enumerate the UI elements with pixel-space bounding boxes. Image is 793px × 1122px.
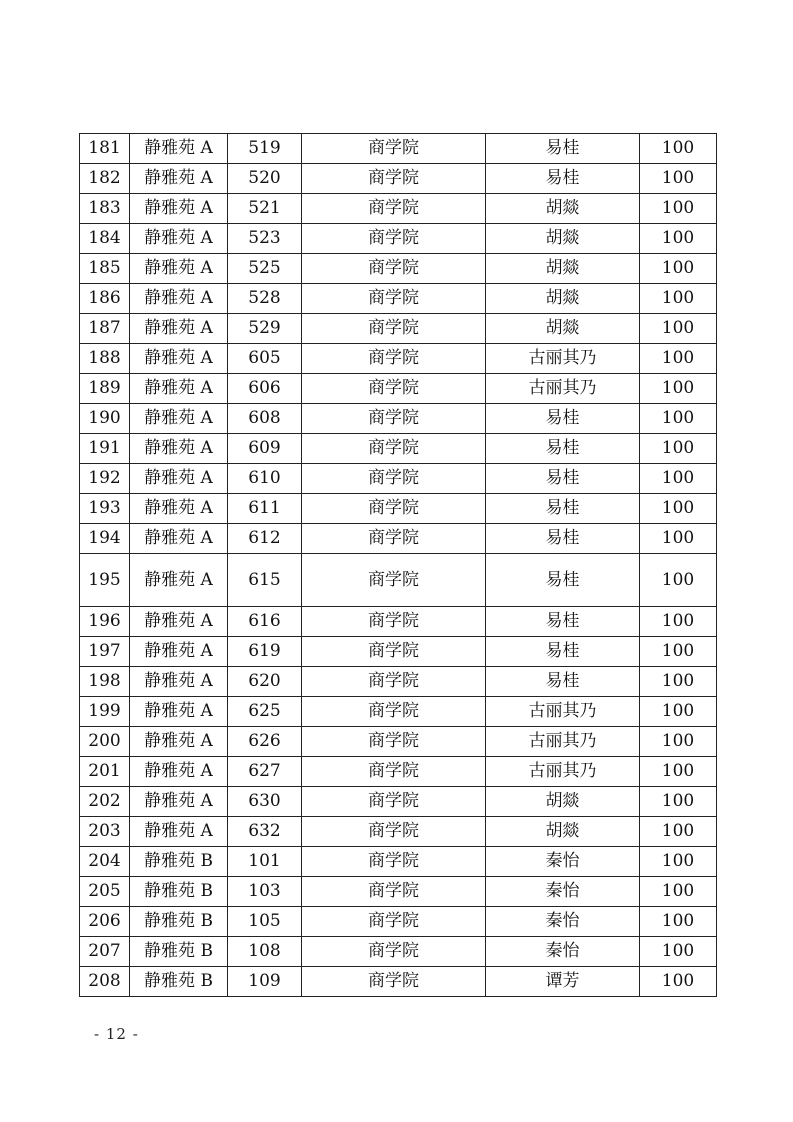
score-cell: 100 xyxy=(640,464,717,494)
building-cell: 静雅苑 A xyxy=(130,224,228,254)
college-cell: 商学院 xyxy=(302,344,486,374)
table-row xyxy=(80,817,717,847)
row-number-cell: 181 xyxy=(80,134,130,164)
college-cell: 商学院 xyxy=(302,524,486,554)
teacher-cell: 易桂 xyxy=(486,494,640,524)
building-cell: 静雅苑 A xyxy=(130,194,228,224)
college-cell: 商学院 xyxy=(302,607,486,637)
teacher-cell: 谭芳 xyxy=(486,967,640,997)
college-cell: 商学院 xyxy=(302,134,486,164)
row-number-cell: 206 xyxy=(80,907,130,937)
building-cell: 静雅苑 B xyxy=(130,907,228,937)
teacher-cell: 易桂 xyxy=(486,607,640,637)
score-cell: 100 xyxy=(640,224,717,254)
college-cell: 商学院 xyxy=(302,817,486,847)
building-cell: 静雅苑 A xyxy=(130,727,228,757)
college-cell: 商学院 xyxy=(302,194,486,224)
row-number-cell: 182 xyxy=(80,164,130,194)
teacher-cell: 易桂 xyxy=(486,404,640,434)
row-number-cell: 200 xyxy=(80,727,130,757)
score-cell: 100 xyxy=(640,877,717,907)
row-number-cell: 190 xyxy=(80,404,130,434)
college-cell: 商学院 xyxy=(302,464,486,494)
college-cell: 商学院 xyxy=(302,554,486,607)
row-number-cell: 199 xyxy=(80,697,130,727)
teacher-cell: 胡燚 xyxy=(486,254,640,284)
room-cell: 630 xyxy=(228,787,302,817)
building-cell: 静雅苑 A xyxy=(130,524,228,554)
teacher-cell: 胡燚 xyxy=(486,817,640,847)
building-cell: 静雅苑 A xyxy=(130,667,228,697)
row-number-cell: 183 xyxy=(80,194,130,224)
building-cell: 静雅苑 A xyxy=(130,434,228,464)
teacher-cell: 胡燚 xyxy=(486,314,640,344)
score-cell: 100 xyxy=(640,554,717,607)
row-number-cell: 194 xyxy=(80,524,130,554)
teacher-cell: 胡燚 xyxy=(486,224,640,254)
teacher-cell: 秦怡 xyxy=(486,907,640,937)
building-cell: 静雅苑 A xyxy=(130,637,228,667)
teacher-cell: 易桂 xyxy=(486,134,640,164)
row-number-cell: 201 xyxy=(80,757,130,787)
college-cell: 商学院 xyxy=(302,847,486,877)
table-row xyxy=(80,134,717,164)
teacher-cell: 秦怡 xyxy=(486,847,640,877)
building-cell: 静雅苑 A xyxy=(130,134,228,164)
teacher-cell: 易桂 xyxy=(486,164,640,194)
teacher-cell: 古丽其乃 xyxy=(486,727,640,757)
room-cell: 108 xyxy=(228,937,302,967)
score-cell: 100 xyxy=(640,134,717,164)
row-number-cell: 191 xyxy=(80,434,130,464)
row-number-cell: 195 xyxy=(80,554,130,607)
college-cell: 商学院 xyxy=(302,164,486,194)
row-number-cell: 196 xyxy=(80,607,130,637)
building-cell: 静雅苑 A xyxy=(130,164,228,194)
row-number-cell: 184 xyxy=(80,224,130,254)
score-cell: 100 xyxy=(640,817,717,847)
building-cell: 静雅苑 A xyxy=(130,464,228,494)
score-cell: 100 xyxy=(640,434,717,464)
table-row xyxy=(80,194,717,224)
score-cell: 100 xyxy=(640,697,717,727)
room-cell: 612 xyxy=(228,524,302,554)
table-row xyxy=(80,314,717,344)
score-cell: 100 xyxy=(640,374,717,404)
table-row xyxy=(80,404,717,434)
teacher-cell: 古丽其乃 xyxy=(486,344,640,374)
row-number-cell: 208 xyxy=(80,967,130,997)
teacher-cell: 易桂 xyxy=(486,464,640,494)
score-cell: 100 xyxy=(640,494,717,524)
room-cell: 609 xyxy=(228,434,302,464)
college-cell: 商学院 xyxy=(302,254,486,284)
teacher-cell: 秦怡 xyxy=(486,877,640,907)
college-cell: 商学院 xyxy=(302,434,486,464)
college-cell: 商学院 xyxy=(302,907,486,937)
row-number-cell: 186 xyxy=(80,284,130,314)
row-number-cell: 202 xyxy=(80,787,130,817)
building-cell: 静雅苑 A xyxy=(130,697,228,727)
building-cell: 静雅苑 A xyxy=(130,254,228,284)
room-cell: 519 xyxy=(228,134,302,164)
teacher-cell: 易桂 xyxy=(486,667,640,697)
table-row xyxy=(80,787,717,817)
score-cell: 100 xyxy=(640,164,717,194)
building-cell: 静雅苑 A xyxy=(130,344,228,374)
room-cell: 627 xyxy=(228,757,302,787)
score-cell: 100 xyxy=(640,727,717,757)
room-cell: 619 xyxy=(228,637,302,667)
room-cell: 606 xyxy=(228,374,302,404)
teacher-cell: 胡燚 xyxy=(486,284,640,314)
score-cell: 100 xyxy=(640,524,717,554)
score-cell: 100 xyxy=(640,344,717,374)
room-cell: 525 xyxy=(228,254,302,284)
table-row xyxy=(80,607,717,637)
room-cell: 101 xyxy=(228,847,302,877)
college-cell: 商学院 xyxy=(302,877,486,907)
row-number-cell: 203 xyxy=(80,817,130,847)
row-number-cell: 204 xyxy=(80,847,130,877)
building-cell: 静雅苑 A xyxy=(130,817,228,847)
room-cell: 626 xyxy=(228,727,302,757)
building-cell: 静雅苑 A xyxy=(130,494,228,524)
building-cell: 静雅苑 A xyxy=(130,607,228,637)
building-cell: 静雅苑 A xyxy=(130,787,228,817)
score-cell: 100 xyxy=(640,847,717,877)
table-row xyxy=(80,434,717,464)
room-cell: 620 xyxy=(228,667,302,697)
room-cell: 109 xyxy=(228,967,302,997)
college-cell: 商学院 xyxy=(302,667,486,697)
row-number-cell: 189 xyxy=(80,374,130,404)
teacher-cell: 易桂 xyxy=(486,524,640,554)
table-row xyxy=(80,464,717,494)
score-cell: 100 xyxy=(640,314,717,344)
building-cell: 静雅苑 B xyxy=(130,877,228,907)
table-row xyxy=(80,254,717,284)
room-cell: 632 xyxy=(228,817,302,847)
table-row xyxy=(80,877,717,907)
table-row xyxy=(80,847,717,877)
college-cell: 商学院 xyxy=(302,314,486,344)
teacher-cell: 胡燚 xyxy=(486,194,640,224)
row-number-cell: 193 xyxy=(80,494,130,524)
teacher-cell: 古丽其乃 xyxy=(486,697,640,727)
room-cell: 610 xyxy=(228,464,302,494)
room-cell: 103 xyxy=(228,877,302,907)
row-number-cell: 207 xyxy=(80,937,130,967)
room-cell: 608 xyxy=(228,404,302,434)
table-row xyxy=(80,937,717,967)
college-cell: 商学院 xyxy=(302,697,486,727)
score-cell: 100 xyxy=(640,667,717,697)
dormitory-score-table xyxy=(79,133,717,997)
row-number-cell: 205 xyxy=(80,877,130,907)
building-cell: 静雅苑 A xyxy=(130,284,228,314)
building-cell: 静雅苑 A xyxy=(130,554,228,607)
score-cell: 100 xyxy=(640,404,717,434)
building-cell: 静雅苑 A xyxy=(130,404,228,434)
score-cell: 100 xyxy=(640,194,717,224)
table-row xyxy=(80,667,717,697)
table-row xyxy=(80,344,717,374)
row-number-cell: 185 xyxy=(80,254,130,284)
building-cell: 静雅苑 A xyxy=(130,757,228,787)
table-row xyxy=(80,554,717,607)
table-row xyxy=(80,524,717,554)
room-cell: 625 xyxy=(228,697,302,727)
table-row xyxy=(80,164,717,194)
table-row xyxy=(80,967,717,997)
college-cell: 商学院 xyxy=(302,374,486,404)
score-cell: 100 xyxy=(640,757,717,787)
table-row xyxy=(80,907,717,937)
teacher-cell: 古丽其乃 xyxy=(486,374,640,404)
college-cell: 商学院 xyxy=(302,937,486,967)
table-row xyxy=(80,284,717,314)
college-cell: 商学院 xyxy=(302,757,486,787)
row-number-cell: 188 xyxy=(80,344,130,374)
score-cell: 100 xyxy=(640,637,717,667)
building-cell: 静雅苑 B xyxy=(130,967,228,997)
college-cell: 商学院 xyxy=(302,284,486,314)
college-cell: 商学院 xyxy=(302,494,486,524)
row-number-cell: 198 xyxy=(80,667,130,697)
row-number-cell: 187 xyxy=(80,314,130,344)
room-cell: 611 xyxy=(228,494,302,524)
college-cell: 商学院 xyxy=(302,727,486,757)
teacher-cell: 古丽其乃 xyxy=(486,757,640,787)
college-cell: 商学院 xyxy=(302,787,486,817)
college-cell: 商学院 xyxy=(302,637,486,667)
table-row xyxy=(80,224,717,254)
college-cell: 商学院 xyxy=(302,967,486,997)
row-number-cell: 192 xyxy=(80,464,130,494)
building-cell: 静雅苑 B xyxy=(130,847,228,877)
room-cell: 523 xyxy=(228,224,302,254)
teacher-cell: 易桂 xyxy=(486,554,640,607)
college-cell: 商学院 xyxy=(302,404,486,434)
table-row xyxy=(80,637,717,667)
room-cell: 520 xyxy=(228,164,302,194)
teacher-cell: 秦怡 xyxy=(486,937,640,967)
score-cell: 100 xyxy=(640,607,717,637)
building-cell: 静雅苑 A xyxy=(130,374,228,404)
room-cell: 605 xyxy=(228,344,302,374)
building-cell: 静雅苑 A xyxy=(130,314,228,344)
row-number-cell: 197 xyxy=(80,637,130,667)
table-row xyxy=(80,757,717,787)
page-number: - 12 - xyxy=(94,1025,139,1043)
table-row xyxy=(80,727,717,757)
teacher-cell: 胡燚 xyxy=(486,787,640,817)
room-cell: 615 xyxy=(228,554,302,607)
table-row xyxy=(80,374,717,404)
table-row xyxy=(80,697,717,727)
room-cell: 521 xyxy=(228,194,302,224)
building-cell: 静雅苑 B xyxy=(130,937,228,967)
score-cell: 100 xyxy=(640,787,717,817)
score-cell: 100 xyxy=(640,967,717,997)
table-row xyxy=(80,494,717,524)
teacher-cell: 易桂 xyxy=(486,637,640,667)
teacher-cell: 易桂 xyxy=(486,434,640,464)
score-cell: 100 xyxy=(640,907,717,937)
score-cell: 100 xyxy=(640,284,717,314)
room-cell: 529 xyxy=(228,314,302,344)
score-cell: 100 xyxy=(640,937,717,967)
room-cell: 616 xyxy=(228,607,302,637)
score-cell: 100 xyxy=(640,254,717,284)
room-cell: 528 xyxy=(228,284,302,314)
college-cell: 商学院 xyxy=(302,224,486,254)
room-cell: 105 xyxy=(228,907,302,937)
